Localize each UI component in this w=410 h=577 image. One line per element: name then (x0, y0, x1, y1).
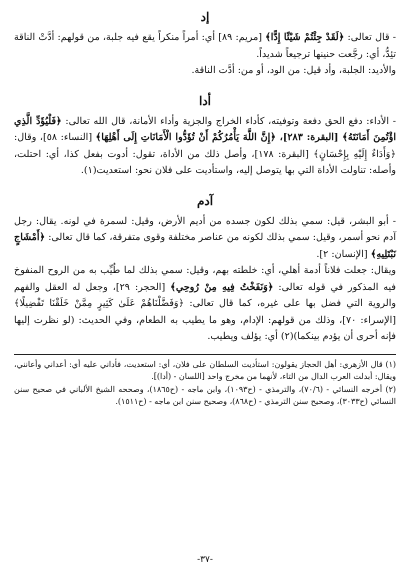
entry-adam (14, 194, 396, 346)
document-page (14, 6, 396, 573)
paragraph-text: والأديد: الجلبة، وأد قيل: من الود، أو من: أدَّت الناقة. (191, 65, 396, 76)
entry-heading: أدا (198, 93, 211, 108)
entry-paragraph (14, 114, 396, 180)
entry-heading: آدم (196, 193, 214, 208)
footnote: (١) قال الأزهري: أهل الحجاز يقولون: استأديت السلطان على فلان، أي: استعديت، فأداني عليه أي: أعداني وأعانني، ويقال: أبدلت العرب الدال من التاء، لأنهما من مخرج واحد [اللسان - (أدا)]. (14, 359, 396, 381)
entry-paragraph (14, 263, 396, 346)
footnote-separator (14, 354, 396, 355)
quran-quote: ﴿أَمْشَاجٍ نَبْتَلِيهِ﴾ (14, 232, 396, 260)
paragraph-text: - قال تعالى: (344, 32, 397, 43)
paragraph-text: [الحجر: ٢٩]، وجعل له العقل والفهم والروية التي فضل بها على غيره، كما قال تعالى: ﴿وَفَضَّلْنَاهُمْ عَلَىٰ كَثِيرٍ مِمَّنْ خَلَقْنَا تَفْضِيلًا﴾ [الإسراء: ٧٠]، وذلك من قولهم: الإدام، وهو ما يطيب به الطعام، وفي الحديث: (لو نظرت إليها فإنه أحرى أن يؤدم بينكما)(٢) أي: يؤلف ويطيب. (14, 281, 396, 342)
entry-paragraph (14, 30, 396, 63)
entry-heading: إد (200, 10, 210, 24)
paragraph-text: - الأداء: دفع الحق دفعة وتوفيته، كأداء الخراج والجزية وأداء الأمانة، قال الله تعالى: (61, 115, 396, 127)
page-number: -٣٧- (197, 555, 213, 565)
quran-quote: ﴿وَنَفَخْتُ فِيهِ مِنْ رُوحِي﴾ (170, 281, 274, 293)
quran-quote: ﴿لَقَدْ جِئْتُمْ شَيْئًا إِدًّا﴾ (265, 32, 345, 43)
paragraph-text: [مريم: ٨٩] أي: أمراً منكراً يقع فيه جلبة، من قولهم: أدَّتْ الناقة تئِدُّ، أي: رجَّعت حنينها ترجيعاً شديداً. (14, 32, 396, 60)
paragraph-text: - أبو البشر، قيل: سمي بذلك لكون جسده من أديم الأرض، وقيل: لسمرة في لونه. يقال: رجل آدم نحو أسمر، وقيل: سمي بذلك لكونه من عناصر مختلفة وقوى متفرقة، كما قال تعالى: (14, 215, 396, 243)
entry-paragraph (14, 214, 396, 264)
paragraph-text: ويقال: جعلت فلاناً أدمة أهلي، أي: خلطته بهم، وقيل: سمي بذلك لما طُيِّب به من الروح المنفوخ فيه المذكور في قوله تعالى: (14, 265, 397, 293)
paragraph-text: [النساء: ٥٨]، وقال: ﴿وَأَدَاءٌ إِلَيْهِ بِإِحْسَانٍ﴾ [البقرة: ١٧٨]، وأصل ذلك من الأداة، تقول: أدوت بفعل كذا، أي: احتلت، وأصله: تناولت الأداة التي بها يتوصل إليه، واستأديت على فلان نحو: استعديت(١). (14, 132, 396, 176)
paragraph-text: [الإنسان: ٢]. (316, 248, 371, 260)
entry-idd (14, 10, 396, 80)
footnote: (٢) أخرجه النسائي - (٧٠/٦)، والترمذي - (ح١٠٩٣)، وابن ماجه - (ح١٨٦٥)، وصححه الشيخ الألباني في صحيح سنن النسائي (ح٣٠٣٣)، وصحيح سنن الترمذي - (ح٨٦٨)، وصحيح سنن ابن ماجه - (ح١٥١١). (14, 384, 396, 406)
quran-quote: ﴿فَلْيُؤَدِّ الَّذِي اؤْتُمِنَ أَمَانَتَهُ﴾ [البقرة: ٢٨٣]، ﴿إِنَّ اللَّهَ يَأْمُرُكُمْ أَنْ تُؤَدُّوا الْأَمَانَاتِ إِلَى أَهْلِهَا﴾ (14, 115, 397, 143)
entry-paragraph (14, 63, 396, 80)
entry-ada (14, 94, 396, 180)
